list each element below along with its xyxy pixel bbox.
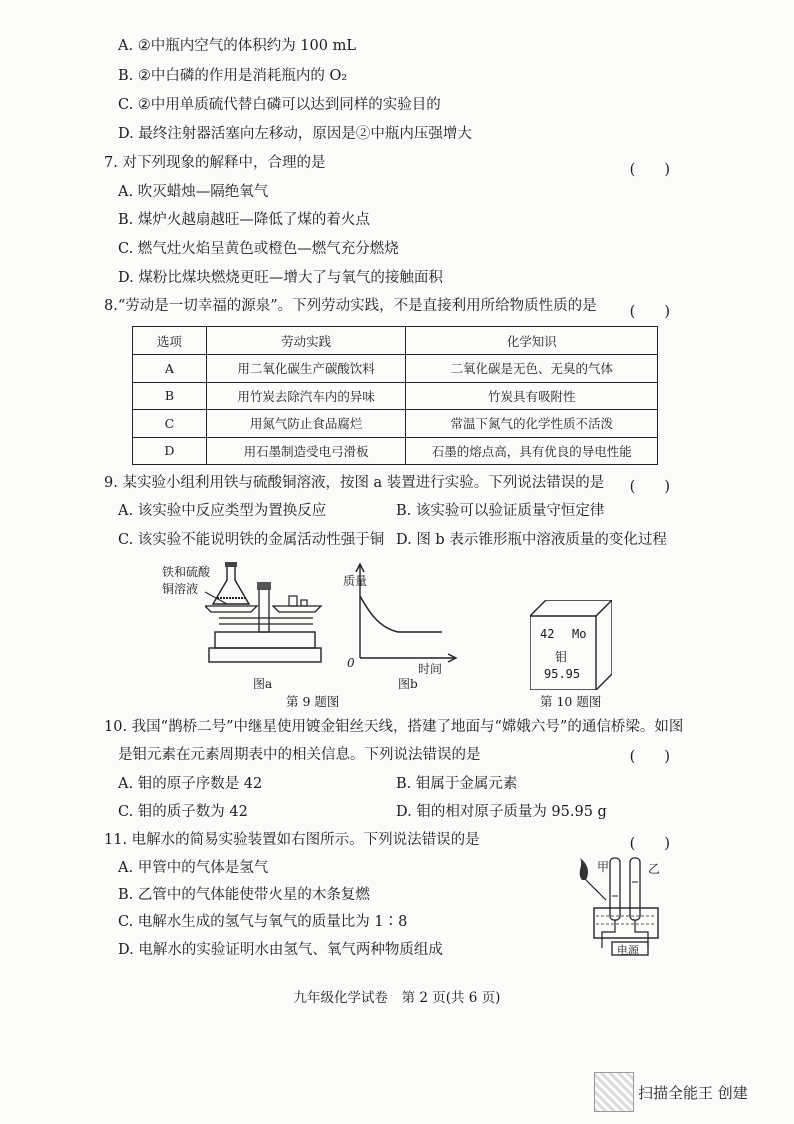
table-header: 选项 xyxy=(133,327,207,355)
q9-option-c: C. 该实验不能说明铁的金属活动性强于铜 xyxy=(118,532,385,548)
table-cell: 用石墨制造受电弓滑板 xyxy=(206,437,406,465)
q6-option-a: A. ②中瓶内空气的体积约为 100 mL xyxy=(118,38,356,54)
q10-option-c: C. 钼的质子数为 42 xyxy=(118,804,248,820)
watermark-text: 扫描全能王 创建 xyxy=(638,1084,748,1102)
q8-stem: 8.“劳动是一切幸福的源泉”。下列劳动实践，不是直接利用所给物质性质的是 xyxy=(104,298,597,314)
table-cell: B xyxy=(133,382,207,410)
q10-answer-bracket: ( ) xyxy=(629,749,670,765)
scanner-logo-icon xyxy=(594,1072,634,1112)
q9-answer-bracket: ( ) xyxy=(629,479,670,495)
q7-stem: 7. 对下列现象的解释中，合理的是 xyxy=(104,155,326,171)
table-cell: 二氧化碳是无色、无臭的气体 xyxy=(406,355,658,383)
tube-label-yi: 乙 xyxy=(648,862,661,876)
q7-answer-bracket: ( ) xyxy=(629,162,670,178)
fig-a-label: 图a xyxy=(253,677,273,691)
table-row xyxy=(133,382,658,410)
q9-option-a: A. 该实验中反应类型为置换反应 xyxy=(118,503,327,519)
table-row xyxy=(133,355,658,383)
q8-answer-bracket: ( ) xyxy=(629,304,670,320)
table-cell: 用氮气防止食品腐烂 xyxy=(206,410,406,438)
q10-option-b: B. 钼属于金属元素 xyxy=(396,776,518,792)
q7-option-b: B. 煤炉火越扇越旺—降低了煤的着火点 xyxy=(118,212,370,228)
balance-apparatus-figure xyxy=(205,560,325,672)
table-header: 化学知识 xyxy=(406,327,658,355)
q9-option-b: B. 该实验可以验证质量守恒定律 xyxy=(396,503,605,519)
element-name: 钼 xyxy=(555,650,568,664)
q10-option-d: D. 钼的相对原子质量为 95.95 g xyxy=(396,804,607,820)
q6-option-c: C. ②中用单质硫代替白磷可以达到同样的实验目的 xyxy=(118,97,441,113)
q8-table xyxy=(132,326,658,465)
table-cell: 常温下氮气的化学性质不活泼 xyxy=(406,410,658,438)
q7-option-d: D. 煤粉比煤块燃烧更旺—增大了与氧气的接触面积 xyxy=(118,270,443,286)
table-cell: 用竹炭去除汽车内的异味 xyxy=(206,382,406,410)
fig-b-origin: 0 xyxy=(347,656,355,670)
q6-option-b: B. ②中白磷的作用是消耗瓶内的 O₂ xyxy=(118,68,348,84)
q10-stem-line2: 是钼元素在元素周期表中的相关信息。下列说法错误的是 xyxy=(118,747,481,763)
q11-option-a: A. 甲管中的气体是氢气 xyxy=(118,860,269,876)
fig-b-y-axis-label: 质量 xyxy=(343,574,368,588)
q9-option-d: D. 图 b 表示锥形瓶中溶液质量的变化过程 xyxy=(396,532,667,548)
element-atomic-mass: 95.95 xyxy=(544,667,581,681)
q10-option-a: A. 钼的原子序数是 42 xyxy=(118,776,263,792)
q10-figure-caption: 第 10 题图 xyxy=(540,694,602,709)
table-cell: 用二氧化碳生产碳酸饮料 xyxy=(206,355,406,383)
flask-label-line2: 铜溶液 xyxy=(162,582,199,596)
flask-label-line1: 铁和硫酸 xyxy=(162,565,211,579)
q6-option-d: D. 最终注射器活塞向左移动，原因是②中瓶内压强增大 xyxy=(118,126,472,142)
table-row xyxy=(133,410,658,438)
table-cell: C xyxy=(133,410,207,438)
element-symbol: Mo xyxy=(572,627,587,641)
table-cell: A xyxy=(133,355,207,383)
table-cell: D xyxy=(133,437,207,465)
q11-stem: 11. 电解水的简易实验装置如右图所示。下列说法错误的是 xyxy=(104,832,480,848)
q11-option-b: B. 乙管中的气体能使带火星的木条复燃 xyxy=(118,887,370,903)
q7-option-a: A. 吹灭蜡烛—隔绝氧气 xyxy=(118,184,269,200)
q11-option-c: C. 电解水生成的氢气与氧气的质量比为 1∶8 xyxy=(118,914,408,930)
q10-stem-line1: 10. 我国“鹊桥二号”中继星使用镀金钼丝天线，搭建了地面与“嫦娥六号”的通信桥梁。如图 xyxy=(104,719,684,735)
fig-b-x-axis-label: 时间 xyxy=(418,662,443,676)
mass-time-graph xyxy=(350,562,460,666)
element-atomic-number: 42 xyxy=(540,627,555,641)
table-row xyxy=(133,437,658,465)
power-supply-label: 电源 xyxy=(617,944,639,957)
fig-b-label: 图b xyxy=(398,677,418,691)
q7-option-c: C. 燃气灶火焰呈黄色或橙色—燃气充分燃烧 xyxy=(118,241,399,257)
tube-label-jia: 甲 xyxy=(597,860,610,874)
table-cell: 竹炭具有吸附性 xyxy=(406,382,658,410)
table-header-row xyxy=(133,327,658,355)
page-footer: 九年级化学试卷 第 2 页(共 6 页) xyxy=(293,990,501,1006)
q11-option-d: D. 电解水的实验证明水由氢气、氧气两种物质组成 xyxy=(118,942,443,958)
q11-answer-bracket: ( ) xyxy=(629,836,670,852)
q9-figure-caption: 第 9 题图 xyxy=(286,694,340,709)
table-header: 劳动实践 xyxy=(206,327,406,355)
scanner-watermark xyxy=(594,1072,774,1112)
table-cell: 石墨的熔点高，具有优良的导电性能 xyxy=(406,437,658,465)
q9-stem: 9. 某实验小组利用铁与硫酸铜溶液，按图 a 装置进行实验。下列说法错误的是 xyxy=(104,475,605,491)
